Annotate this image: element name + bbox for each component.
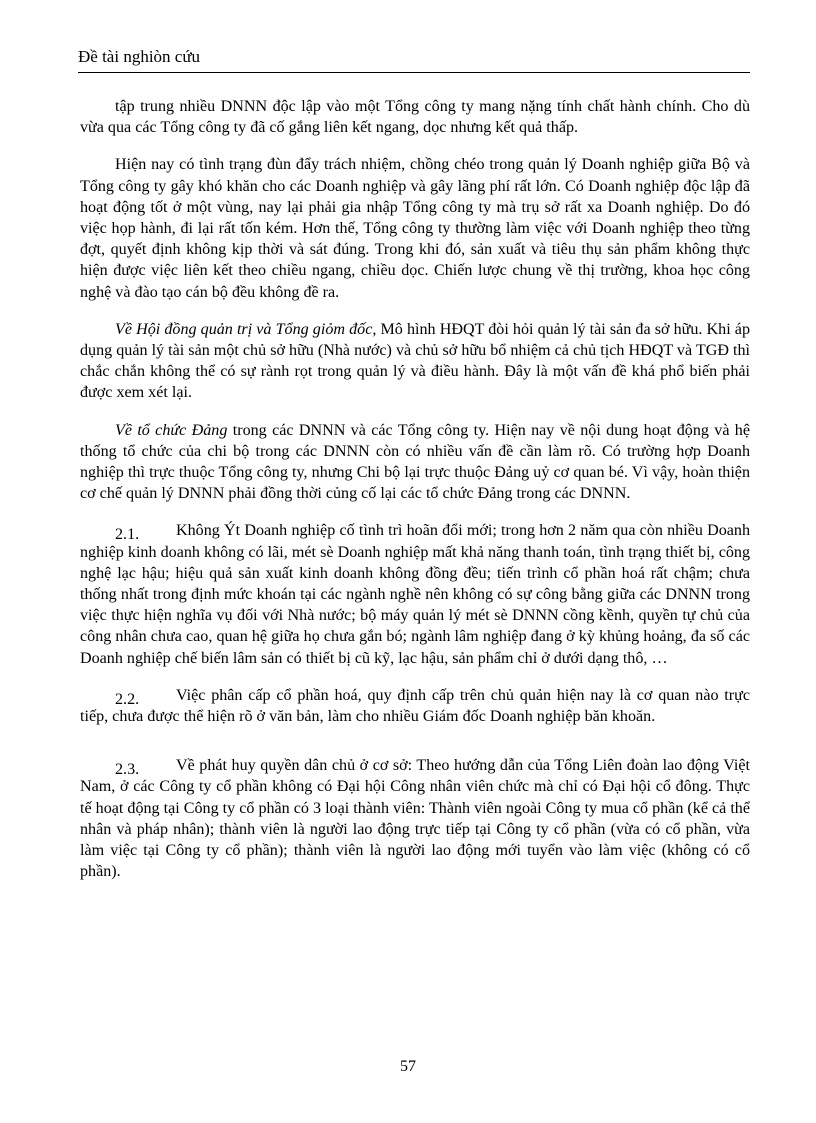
- item-text: Không Ýt Doanh nghiệp cố tình trì hoãn đổi mới; trong hơn 2 năm qua còn nhiều Doanh nghiệp kinh doanh không có lãi, mét sè Doanh nghiệp mất khả năng thanh toán, tình trạng thiết bị, công nghệ lạc hậu; hiệu quả sản xuất kinh doanh không đồng đều; tiến trình cổ phần hoá rất chậm; chưa thống nhất trong định mức khoán tại các ngành nghề nên không có sự công bằng giữa các DNNN trong việc thực hiện nghĩa vụ đối với Nhà nước; bộ máy quản lý mét sè DNNN cồng kềnh, quyền tự chủ của công nhân chưa cao, quan hệ giữa họ chưa gắn bó; ngành lâm nghiệp đang ở kỳ khủng hoảng, đa số các Doanh nghiệp chế biến lâm sản có thiết bị cũ kỹ, lạc hậu, sản phẩm chỉ ở dưới dạng thô, …: [80, 522, 750, 667]
- document-body: [80, 96, 750, 883]
- list-item-2-2: [80, 685, 750, 727]
- paragraph-3: [80, 319, 750, 404]
- header-rule: [78, 72, 750, 73]
- list-item-2-1: [80, 520, 750, 668]
- paragraph-3-italic-lead: Về Hội đồng quản trị và Tổng giỏm đốc,: [115, 320, 377, 338]
- page-number: 57: [400, 1058, 416, 1075]
- paragraph-4: [80, 420, 750, 505]
- item-number: 2.3.: [115, 761, 140, 779]
- paragraph-3-text: Mô hình HĐQT đòi hỏi quản lý tài sản đa sở hữu. Khi áp dụng quản lý tài sản một chủ sở hữu (Nhà nước) và chủ sở hữu bổ nhiệm cả chủ tịch HĐQT và TGĐ thì chắc chắn không thể có sự rành rọt trong quản lý và điều hành. Đây là một vấn đề khá phổ biến phải được xem xét lại.: [80, 320, 750, 402]
- item-number: 2.1.: [115, 526, 140, 544]
- item-text: Về phát huy quyền dân chủ ở cơ sở: Theo hướng dẫn của Tổng Liên đoàn lao động Việt Nam, ở các Công ty cổ phần không có Đại hội Công nhân viên chức mà chỉ có Đại hội cổ đông. Thực tế hoạt động tại Công ty cổ phần có 3 loại thành viên: Thành viên ngoài Công ty mua cổ phần (kể cả thể nhân và pháp nhân); thành viên là người lao động trực tiếp tại Công ty cổ phần (vừa có cổ phần, vừa làm việc tại Công ty cổ phần); thành viên là người lao động mới tuyển vào làm việc (không có cổ phần).: [80, 757, 750, 881]
- item-number: 2.2.: [115, 690, 140, 708]
- running-header: Đề tài nghiòn cứu: [78, 47, 201, 66]
- paragraph-1: tập trung nhiều DNNN độc lập vào một Tổng công ty mang nặng tính chất hành chính. Cho dù vừa qua các Tổng công ty đã cố gắng liên kết ngang, dọc nhưng kết quả thấp.: [80, 98, 750, 137]
- paragraph-2: Hiện nay có tình trạng đùn đẩy trách nhiệm, chồng chéo trong quản lý Doanh nghiệp giữa Bộ và Tổng công ty gây khó khăn cho các Doanh nghiệp và gây lãng phí rất lớn. Có Doanh nghiệp độc lập đã hoạt động tốt ở một vùng, nay lại phải gia nhập Tổng công ty mà trụ sở rất xa Doanh nghiệp. Do đó việc họp hành, đi lại rất tốn kém. Hơn thế, Tổng công ty thường làm việc với Doanh nghiệp theo từng đợt, quyết định không kịp thời và sát đúng. Trong khi đó, sản xuất và tiêu thụ sản phẩm không thực hiện được việc liên kết theo chiều ngang, chiều dọc. Chiến lược chung về thị trường, khoa học công nghệ và đào tạo cán bộ đều không đề ra.: [80, 156, 750, 301]
- list-item-2-3: [80, 755, 750, 882]
- item-text: Việc phân cấp cổ phần hoá, quy định cấp trên chủ quản hiện nay là cơ quan nào trực tiếp, chưa được thể hiện rõ ở văn bản, làm cho nhiều Giám đốc Doanh nghiệp băn khoăn.: [80, 686, 750, 726]
- paragraph-4-text: trong các DNNN và các Tổng công ty. Hiện nay về nội dung hoạt động và hệ thống tổ chức của chi bộ trong các DNNN còn có nhiều vấn đề cần làm rõ. Có trường hợp Doanh nghiệp thì trực thuộc Tổng công ty, nhưng Chi bộ lại trực thuộc Đảng uỷ cơ quan bé. Vì vậy, hoàn thiện cơ chế quản lý DNNN phải đồng thời củng cố lại các tổ chức Đảng trong các DNNN.: [80, 421, 750, 503]
- paragraph-4-italic-lead: Về tổ chức Đảng: [115, 421, 228, 439]
